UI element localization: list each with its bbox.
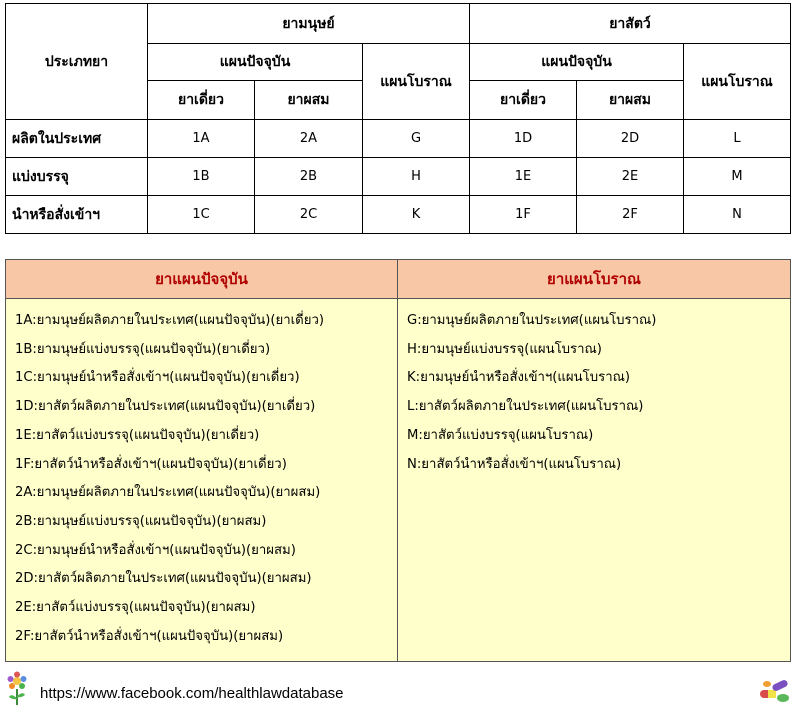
code-cell: 1A <box>148 120 255 158</box>
legend-item: 2E:ยาสัตว์แบ่งบรรจุ(แผนปัจจุบัน)(ยาผสม) <box>15 600 256 616</box>
legend-item: 1E:ยาสัตว์แบ่งบรรจุ(แผนปัจจุบัน)(ยาเดี่ยว) <box>15 427 260 443</box>
animal-single-header: ยาเดี่ยว <box>470 81 577 120</box>
code-cell: 2C <box>255 196 363 234</box>
row-label: นำหรือสั่งเข้าฯ <box>6 196 148 234</box>
footer <box>0 668 795 714</box>
animal-modern-header: แผนปัจจุบัน <box>470 44 684 81</box>
code-cell: 2F <box>577 196 684 234</box>
legend-item: 2B:ยามนุษย์แบ่งบรรจุ(แผนปัจจุบัน)(ยาผสม) <box>15 513 267 529</box>
human-traditional-header: แผนโบราณ <box>363 44 470 120</box>
human-modern-header: แผนปัจจุบัน <box>148 44 363 81</box>
facebook-link[interactable]: https://www.facebook.com/healthlawdatabase <box>40 685 344 702</box>
animal-traditional-header: แผนโบราณ <box>684 44 791 120</box>
legend-item: 1F:ยาสัตว์นำหรือสั่งเข้าฯ(แผนปัจจุบัน)(ยาเดี่ยว) <box>15 456 287 472</box>
legend-item: H:ยามนุษย์แบ่งบรรจุ(แผนโบราณ) <box>407 341 602 357</box>
legend-item: L:ยาสัตว์ผลิตภายในประเทศ(แผนโบราณ) <box>407 399 644 415</box>
group-header-animal: ยาสัตว์ <box>470 4 791 44</box>
code-cell: 1C <box>148 196 255 234</box>
row-label: ผลิตในประเทศ <box>6 120 148 158</box>
human-single-header: ยาเดี่ยว <box>148 81 255 120</box>
human-mixed-header: ยาผสม <box>255 81 363 120</box>
legend-item: 1D:ยาสัตว์ผลิตภายในประเทศ(แผนปัจจุบัน)(ยาเดี่ยว) <box>15 399 316 415</box>
legend-item: M:ยาสัตว์แบ่งบรรจุ(แผนโบราณ) <box>407 427 594 443</box>
legend-item: 2D:ยาสัตว์ผลิตภายในประเทศ(แผนปัจจุบัน)(ยาผสม) <box>15 571 312 587</box>
table-row <box>6 196 791 234</box>
row-label: แบ่งบรรจุ <box>6 158 148 196</box>
legend-item: G:ยามนุษย์ผลิตภายในประเทศ(แผนโบราณ) <box>407 313 657 328</box>
code-cell: 1E <box>470 158 577 196</box>
legend-item: 1C:ยามนุษย์นำหรือสั่งเข้าฯ(แผนปัจจุบัน)(ยาเดี่ยว) <box>15 370 300 386</box>
code-cell: 1B <box>148 158 255 196</box>
flower-logo-icon <box>4 671 30 707</box>
legend-list-traditional <box>398 299 791 662</box>
code-cell: M <box>684 158 791 196</box>
corner-header: ประเภทยา <box>6 4 148 120</box>
code-cell: 2D <box>577 120 684 158</box>
legend-item: 1B:ยามนุษย์แบ่งบรรจุ(แผนปัจจุบัน)(ยาเดี่ยว) <box>15 341 271 357</box>
table-row <box>6 158 791 196</box>
code-cell: 2B <box>255 158 363 196</box>
code-cell: K <box>363 196 470 234</box>
code-cell: N <box>684 196 791 234</box>
code-cell: G <box>363 120 470 158</box>
code-cell: H <box>363 158 470 196</box>
legend-header-modern: ยาแผนปัจจุบัน <box>6 260 398 299</box>
legend-item: 1A:ยามนุษย์ผลิตภายในประเทศ(แผนปัจจุบัน)(ยาเดี่ยว) <box>15 313 325 328</box>
legend-item: 2F:ยาสัตว์นำหรือสั่งเข้าฯ(แผนปัจจุบัน)(ยาผสม) <box>15 628 284 644</box>
animal-mixed-header: ยาผสม <box>577 81 684 120</box>
drug-category-table <box>5 3 791 234</box>
legend-item: N:ยาสัตว์นำหรือสั่งเข้าฯ(แผนโบราณ) <box>407 456 622 472</box>
code-cell: 2E <box>577 158 684 196</box>
pills-icon <box>758 676 792 706</box>
legend-item: K:ยามนุษย์นำหรือสั่งเข้าฯ(แผนโบราณ) <box>407 370 630 386</box>
code-cell: L <box>684 120 791 158</box>
code-legend-table <box>5 259 791 662</box>
legend-header-traditional: ยาแผนโบราณ <box>398 260 791 299</box>
code-cell: 1D <box>470 120 577 158</box>
legend-item: 2A:ยามนุษย์ผลิตภายในประเทศ(แผนปัจจุบัน)(ยาผสม) <box>15 485 321 501</box>
group-header-human: ยามนุษย์ <box>148 4 470 44</box>
legend-list-modern <box>6 299 398 662</box>
table-row <box>6 120 791 158</box>
code-cell: 1F <box>470 196 577 234</box>
code-cell: 2A <box>255 120 363 158</box>
legend-item: 2C:ยามนุษย์นำหรือสั่งเข้าฯ(แผนปัจจุบัน)(ยาผสม) <box>15 542 296 558</box>
